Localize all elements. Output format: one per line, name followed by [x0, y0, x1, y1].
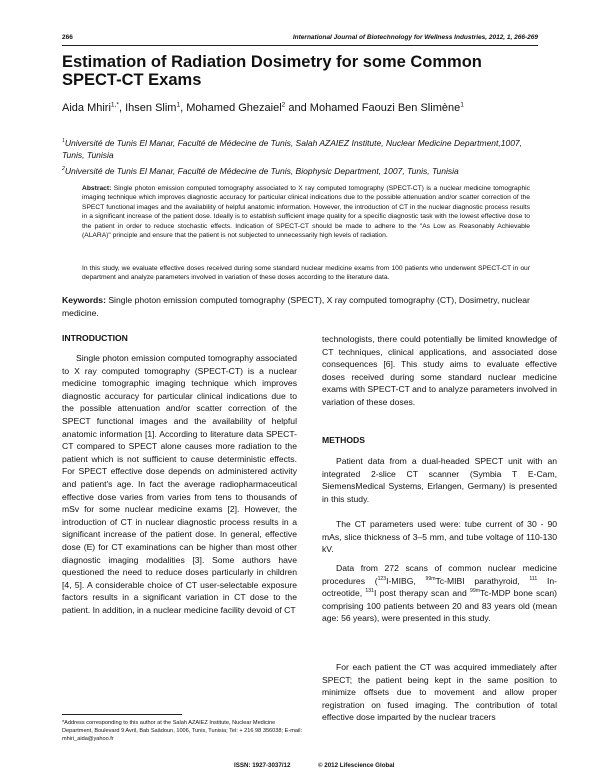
body-paragraph: technologists, there could potentially be limited knowledge of CT techniques, clinical applications, and associated dose consequences [6]. This study aims to evaluate effective doses received during some standard nuclear medicine exams with SPECT-CT and to analyze parameters involved in variation of these doses.: [322, 334, 557, 407]
affiliation-mark: 2: [62, 166, 65, 173]
affiliation: [62, 137, 542, 161]
author-affiliation-mark: 1,*: [110, 101, 119, 109]
abstract-paragraph-2: In this study, we evaluate effective doses received during some standard nuclear medicine exams from 100 patients who underwent SPECT-CT in our department and analyze parameters involved in variation of these doses according to the literature data.: [82, 265, 530, 282]
author-list: Aida Mhiri$^{1,*}$, Ihsen Slim$^1$, Mohamed Ghezaiel$^2$ and Mohamed Faouzi Ben Slimène$^1$: [62, 101, 464, 114]
journal-citation: International Journal of Biotechnology for Wellness Industries, 2012, 1, 266-269: [292, 34, 538, 41]
body-paragraph: For each patient the CT was acquired immediately after SPECT; the patient being kept in the same position to minimize offsets due to movement and allow proper registration on fused imaging. The contribution of total effective dose imparted by the nuclear tracers: [322, 662, 557, 723]
footnote-rule: [62, 714, 182, 715]
methods-paragraph: [322, 455, 557, 505]
author-name: Mohamed Faouzi Ben Slimène: [309, 102, 461, 114]
affiliation-text: Université de Tunis El Manar, Faculté de Médecine de Tunis, Salah AZAIEZ Institute, Nuclear Medicine Department,1007, Tunis, Tunisia: [62, 138, 523, 160]
right-column-body: [322, 333, 557, 409]
body-paragraph: Single photon emission computed tomography associated to X ray computed tomography (SPECT-CT) is a nuclear medicine tomographic imaging technique which improves diagnostic accuracy for particular clinical indications due to the possible attenuation and/or scatter correction of the SPECT functional images and the availability of helpful anatomic information [1]. According to literature data SPECT-CT compared to SPECT alone causes more radiation to the patient which is not sufficient to cause deterministic effects. For SPECT effective dose depends on administered activity and patient's age. In fact the average radiopharmaceutical effective dose varies from varies from tens to thousands of mSv for some nuclear medicine exams [2]. However, the introduction of CT in nuclear diagnostic process results in a significant increase of the patient dose. In general, effective dose (E) for CT examinations can be higher than most other diagnostic imaging modalities [3]. Some authors have questioned the need to reduce doses particularly in children [4, 5]. A considerable choice of CT user-selectable exposure factors results in a significant variation in CT dose to the patient. In addition, in a nuclear medicine facility devoid of CT: [62, 353, 297, 615]
author-affiliation-mark: 1: [176, 101, 181, 109]
isotope-mass: 131: [365, 588, 374, 595]
page-number: 266: [62, 34, 73, 41]
author-name: Ihsen Slim: [125, 102, 177, 114]
left-column-body: [62, 352, 297, 616]
text-run: I-MIBG,: [386, 575, 426, 586]
text-run: In-octreotide,: [322, 575, 557, 599]
author-affiliation-mark: 2: [281, 101, 286, 109]
isotope-mass: 99m: [425, 575, 436, 582]
abstract-label: Abstract:: [82, 185, 112, 192]
affiliation-mark: 1: [62, 138, 65, 145]
section-heading-introduction: INTRODUCTION: [62, 333, 128, 343]
abstract-paragraph: [82, 184, 530, 240]
isotope-mass: 111: [529, 575, 538, 582]
affiliation: [62, 165, 542, 177]
copyright: © 2012 Lifescience Global: [318, 762, 395, 769]
body-paragraph: Patient data from a dual-headed SPECT unit with an integrated 2-slice CT scanner (Symbia T E-Cam, SiemensMedical Systems, Erlangen, Germany) is presented in this study.: [322, 456, 557, 504]
isotope-mass: 99m: [469, 588, 480, 595]
section-heading-methods: METHODS: [322, 435, 365, 445]
author-name: Mohamed Ghezaiel: [186, 102, 282, 114]
isotope-mass: 123: [377, 575, 387, 582]
body-paragraph: The CT parameters used were: tube current of 30 - 90 mAs, slice thickness of 3–5 mm, and tube voltage of 110-130 kV.: [322, 519, 557, 555]
correspondence-footnote: *Address corresponding to this author at the Salah AZAIEZ Institute, Nuclear Medicine Department, Boulevard 9 Avril, Bab Saâdoun, 1006, Tunis, Tunisia; Tel: + 216 98 356038; E-mail: mhiri_aida@yahoo.fr: [62, 720, 303, 743]
abstract-text: Single photon emission computed tomography associated to X ray computed tomography (SPECT-CT) is a nuclear medicine tomographic imaging technique which improves diagnostic accuracy for particular clinical indications due to the possible attenuation and/or scatter correction of the SPECT functional images and the availability of helpful anatomic information. However, the introduction of CT in the nuclear diagnostic process results in a significant increase of the patient dose. Ideally is to establish sufficient image quality for a specific diagnostic task with the lowest effective dose to the patient in order to reduce stochastic effects. Indication of SPECT-CT should be made to adhere to the "As Low as Reasonably Achievable (ALARA)" principle and ensure that the patient is not subjected to unnecessarily high levels of radiation.: [82, 185, 530, 240]
methods-paragraph: [322, 518, 557, 556]
methods-paragraph: [322, 661, 557, 724]
issn: ISSN: 1927-3037/12: [234, 762, 291, 769]
body-paragraph: [322, 562, 557, 625]
author-affiliation-mark: 1: [460, 101, 464, 109]
text-run: Tc-MDP bone scan) comprising 100 patients between 20 and 83 years old (mean age: 56 years), were presented in this study.: [322, 588, 558, 624]
text-run: I post therapy scan and: [373, 588, 470, 599]
article-title: Estimation of Radiation Dosimetry for some Common SPECT-CT Exams: [62, 53, 482, 89]
methods-paragraph: [322, 562, 557, 625]
keywords-label: Keywords:: [62, 295, 106, 305]
keywords-text: Single photon emission computed tomography (SPECT), X ray computed tomography (CT), Dosimetry, nuclear medicine.: [62, 295, 530, 318]
keywords: [62, 294, 540, 319]
text-run: Tc-MIBI parathyroid,: [435, 575, 530, 586]
header-rule: [62, 45, 538, 46]
affiliation-text: Université de Tunis El Manar, Faculté de Médecine de Tunis, Biophysic Department, 1007, Tunis, Tunisia: [64, 166, 459, 176]
text-run: Data from 272 scans of common nuclear medicine procedures (: [322, 563, 557, 586]
author-name: Aida Mhiri: [62, 102, 111, 114]
